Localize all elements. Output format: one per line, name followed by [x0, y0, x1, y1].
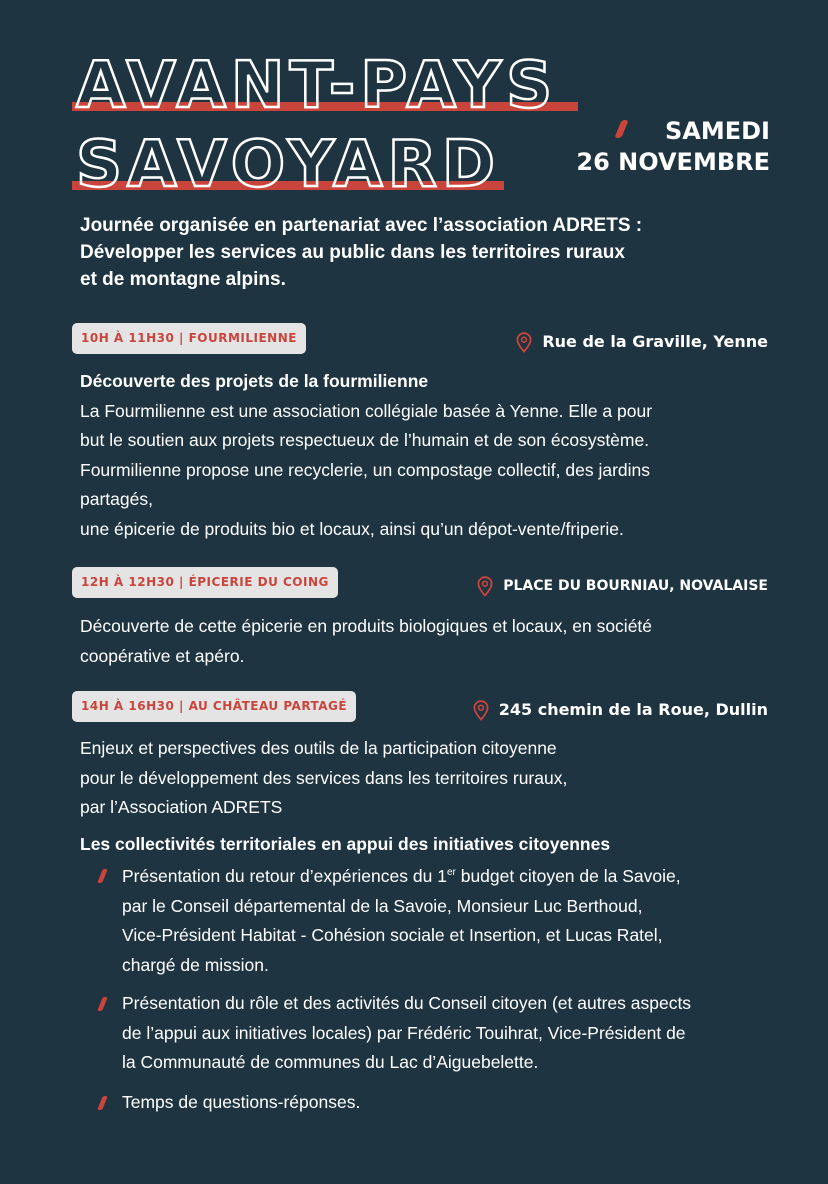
event-location: [516, 331, 768, 353]
text-line: pour le développement des services dans les territoires ruraux,: [80, 767, 568, 788]
intro-text: [80, 212, 740, 293]
red-slash-icon: [97, 869, 108, 883]
text-line: Enjeux et perspectives des outils de la participation citoyenne: [80, 738, 557, 758]
list-item: [122, 1088, 762, 1118]
text-line: La Fourmilienne est une association collégiale basée à Yenne. Elle a pour: [80, 400, 653, 421]
event-description: [80, 612, 750, 671]
red-slash-icon: [97, 997, 108, 1011]
text-line: une épicerie de produits bio et locaux, ainsi qu’un dépot-vente/friperie.: [80, 518, 624, 539]
text-line: Temps de questions-réponses.: [122, 1092, 361, 1112]
event-heading: Découverte des projets de la fourmilienne: [80, 371, 429, 391]
location-label: Rue de la Graville, Yenne: [542, 332, 768, 351]
title-line-1: AVANT-PAYS: [76, 49, 558, 123]
event-time-tag: 14H À 16H30 | AU CHÂTEAU PARTAGÉ: [72, 691, 356, 722]
location-label: PLACE DU BOURNIAU, NOVALAISE: [503, 578, 768, 594]
text-line: Présentation du rôle et des activités du Conseil citoyen (et autres aspects: [122, 993, 692, 1013]
map-pin-icon: [473, 700, 489, 721]
map-pin-icon: [516, 332, 532, 353]
text-line: Présentation du retour d’expériences du 1er budget citoyen de la Savoie,: [122, 866, 681, 886]
event-time-tag: 12H À 12H30 | ÉPICERIE DU COING: [72, 567, 338, 598]
text-line: Fourmilienne propose une recyclerie, un compostage collectif, des jardins: [80, 459, 651, 480]
text-line: partagés,: [80, 489, 153, 509]
text-line: par l’Association ADRETS: [80, 797, 283, 817]
text-line: par le Conseil départemental de la Savoie, Monsieur Luc Berthoud,: [122, 895, 643, 916]
intro-line: et de montagne alpins.: [80, 269, 286, 290]
text-line: coopérative et apéro.: [80, 645, 245, 666]
title-line-2: SAVOYARD: [76, 128, 500, 202]
date-full: 26 NOVEMBRE: [576, 148, 770, 176]
text-line: la Communauté de communes du Lac d’Aiguebelette.: [122, 1052, 539, 1072]
event-location: [477, 575, 768, 597]
event-location: [473, 699, 768, 721]
text-line: chargé de mission.: [122, 954, 269, 975]
location-label: 245 chemin de la Roue, Dullin: [498, 700, 768, 719]
date-day: SAMEDI: [665, 117, 770, 145]
list-item: [122, 989, 762, 1078]
text-line: de l’appui aux initiatives locales) par Frédéric Touihrat, Vice-Président de: [122, 1022, 686, 1043]
text-line: Vice-Président Habitat - Cohésion sociale et Insertion, et Lucas Ratel,: [122, 925, 663, 945]
text-line: but le soutien aux projets respectueux de l’humain et de son écosystème.: [80, 430, 650, 450]
red-slash-icon: [97, 1096, 108, 1110]
event-time-tag: 10H À 11H30 | FOURMILIENNE: [72, 323, 306, 354]
text-line: Découverte de cette épicerie en produits biologiques et locaux, en société: [80, 616, 653, 636]
event-date: [576, 116, 770, 178]
event-description: [80, 367, 750, 544]
event-subheading: Les collectivités territoriales en appui des initiatives citoyennes: [80, 834, 611, 854]
event-description: [80, 734, 750, 823]
list-item: [122, 862, 762, 980]
intro-line: Développer les services au public dans les territoires ruraux: [80, 242, 625, 263]
map-pin-icon: [477, 576, 493, 597]
intro-line: Journée organisée en partenariat avec l’association ADRETS :: [80, 215, 643, 236]
